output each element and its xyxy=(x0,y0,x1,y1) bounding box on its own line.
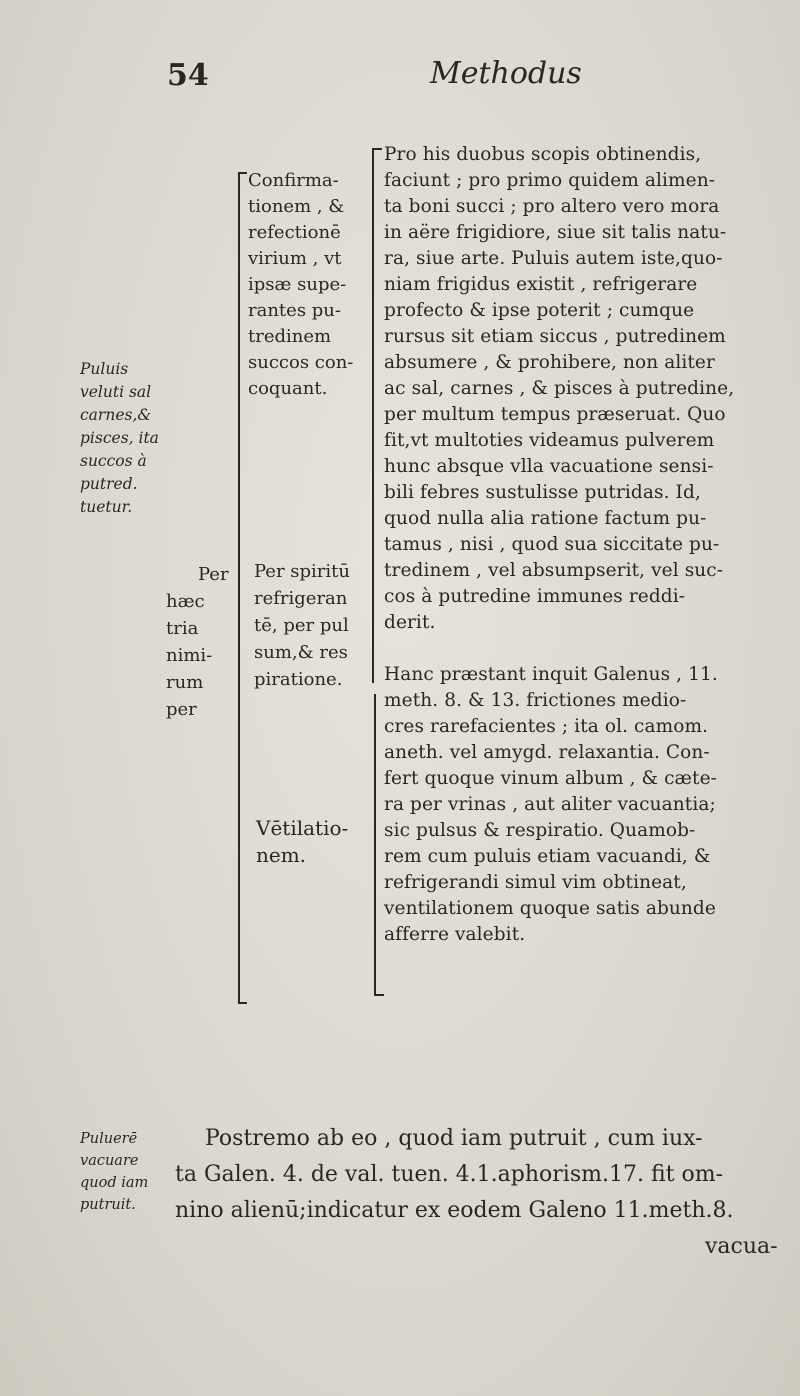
body-line: ta boni succi ; pro altero vero mora xyxy=(384,196,720,217)
outline-bracket-tick xyxy=(238,1002,247,1004)
body-line: ac sal, carnes , & pisces à putredine, xyxy=(384,378,735,399)
outline-line: Per spiritū xyxy=(254,561,350,582)
outline-line: per xyxy=(166,699,197,720)
body-line: Pro his duobus scopis obtinendis, xyxy=(384,144,702,165)
margin-note-line: Puluis xyxy=(80,360,129,378)
body-line: tamus , nisi , quod sua siccitate pu- xyxy=(384,534,720,555)
outline-line: tria xyxy=(166,618,199,639)
outline-line: refectionē xyxy=(248,222,341,243)
margin-note-line: putred. xyxy=(80,475,138,493)
body-line: hunc absque vlla vacuatione sensi- xyxy=(384,456,714,477)
page-number: 54 xyxy=(167,58,209,93)
outline-line: Vētilatio- xyxy=(256,816,349,840)
outline-line: tredinem xyxy=(248,326,332,347)
outline-line: virium , vt xyxy=(248,248,342,269)
outline-line: sum,& res xyxy=(254,642,348,663)
margin-note-line: quod iam xyxy=(80,1175,149,1191)
margin-note-line: succos à xyxy=(80,452,147,470)
body-line: niam frigidus existit , refrigerare xyxy=(384,274,698,295)
body-line: rursus sit etiam siccus , putredinem xyxy=(384,326,726,347)
margin-note-line: putruit. xyxy=(80,1197,136,1213)
margin-note-line: pisces, ita xyxy=(80,429,159,447)
body-bracket-tick xyxy=(372,148,382,150)
body-line: cos à putredine immunes reddi- xyxy=(384,586,686,607)
body-line: bili febres sustulisse putridas. Id, xyxy=(384,482,701,503)
outline-line: piratione. xyxy=(254,669,343,690)
body-line: afferre valebit. xyxy=(384,924,526,945)
body-line: absumere , & prohibere, non aliter xyxy=(384,352,715,373)
body-line: ra per vrinas , aut aliter vacuantia; xyxy=(384,794,716,815)
body-line: ventilationem quoque satis abunde xyxy=(384,898,716,919)
body-line: derit. xyxy=(384,612,436,633)
outline-line: Confirma- xyxy=(248,170,339,191)
outline-line: succos con- xyxy=(248,352,354,373)
body-line: meth. 8. & 13. frictiones medio- xyxy=(384,690,687,711)
outline-line: tē, per pul xyxy=(254,615,349,636)
outline-line: rum xyxy=(166,672,204,693)
margin-note-line: vacuare xyxy=(80,1153,139,1169)
outline-line: refrigeran xyxy=(254,588,348,609)
margin-note-line: Puluerē xyxy=(80,1131,138,1147)
outline-line: coquant. xyxy=(248,378,328,399)
footer-line: Postremo ab eo , quod iam putruit , cum iux- xyxy=(205,1126,703,1151)
footer-line: nino alienū;indicatur ex eodem Galeno 11.meth.8. xyxy=(175,1198,734,1223)
catchword: vacua- xyxy=(705,1234,778,1259)
body-line: Hanc præstant inquit Galenus , 11. xyxy=(384,664,718,685)
body-line: quod nulla alia ratione factum pu- xyxy=(384,508,707,529)
outline-line: ipsæ supe- xyxy=(248,274,347,295)
body-line: rem cum puluis etiam vacuandi, & xyxy=(384,846,711,867)
body-line: fert quoque vinum album , & cæte- xyxy=(384,768,717,789)
margin-note-line: tuetur. xyxy=(80,498,133,516)
outline-line: Per xyxy=(198,564,229,585)
body-line: tredinem , vel absumpserit, vel suc- xyxy=(384,560,724,581)
body-line: ra, siue arte. Puluis autem iste,quo- xyxy=(384,248,723,269)
body-bracket-1 xyxy=(372,148,374,683)
body-bracket-2 xyxy=(374,694,376,996)
body-line: fit,vt multoties videamus pulverem xyxy=(384,430,715,451)
margin-note-line: carnes,& xyxy=(80,406,152,424)
body-line: cres rarefacientes ; ita ol. camom. xyxy=(384,716,709,737)
outline-line: hæc xyxy=(166,591,205,612)
running-title: Methodus xyxy=(430,56,582,91)
outline-bracket-main xyxy=(238,172,240,1004)
body-line: refrigerandi simul vim obtineat, xyxy=(384,872,687,893)
body-line: in aëre frigidiore, siue sit talis natu- xyxy=(384,222,727,243)
outline-line: tionem , & xyxy=(248,196,345,217)
body-line: profecto & ipse poterit ; cumque xyxy=(384,300,695,321)
outline-line: rantes pu- xyxy=(248,300,341,321)
outline-line: nem. xyxy=(256,843,307,867)
body-line: faciunt ; pro primo quidem alimen- xyxy=(384,170,716,191)
footer-line: ta Galen. 4. de val. tuen. 4.1.aphorism.17. fit om- xyxy=(175,1162,724,1187)
body-line: per multum tempus præseruat. Quo xyxy=(384,404,726,425)
outline-line: nimi- xyxy=(166,645,213,666)
margin-note-line: veluti sal xyxy=(80,383,152,401)
body-line: aneth. vel amygd. relaxantia. Con- xyxy=(384,742,710,763)
body-bracket-tick xyxy=(374,994,384,996)
body-line: sic pulsus & respiratio. Quamob- xyxy=(384,820,696,841)
outline-bracket-tick xyxy=(238,172,247,174)
